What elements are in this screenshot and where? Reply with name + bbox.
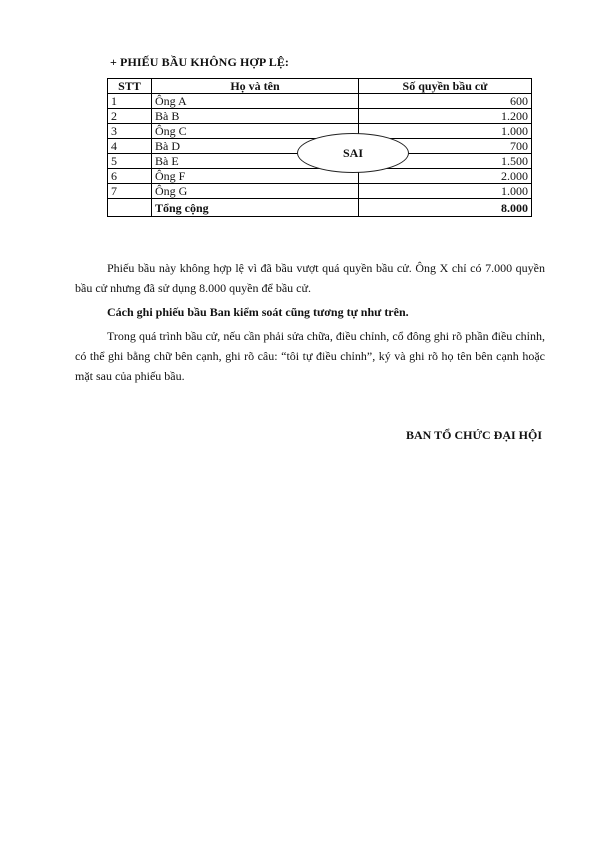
table-row xyxy=(108,94,532,109)
cell-name: Bà D xyxy=(152,139,359,154)
table-total-row xyxy=(108,199,532,217)
table-row xyxy=(108,169,532,184)
paragraph-correction-instructions: Trong quá trình bầu cử, nếu cần phải sửa chữa, điều chỉnh, cổ đông ghi rõ phần điều chỉnh, có thể ghi bằng chữ bên cạnh, ghi rõ câu: “tôi tự điều chỉnh”, ký và ghi rõ họ tên bên cạnh hoặc mặt sau của phiếu bầu. xyxy=(75,329,545,383)
cell-stt: 5 xyxy=(108,154,152,169)
total-value: 8.000 xyxy=(359,199,532,217)
table-row xyxy=(108,184,532,199)
cell-name: Bà B xyxy=(152,109,359,124)
cell-stt: 7 xyxy=(108,184,152,199)
table-row xyxy=(108,109,532,124)
cell-name: Ông A xyxy=(152,94,359,109)
cell-stt: 6 xyxy=(108,169,152,184)
cell-votes: 2.000 xyxy=(359,169,532,184)
cell-name: Ông F xyxy=(152,169,359,184)
cell-votes: 1.200 xyxy=(359,109,532,124)
header-stt: STT xyxy=(108,79,152,94)
organizer-signature: BAN TỔ CHỨC ĐẠI HỘI xyxy=(405,428,542,442)
cell-votes: 600 xyxy=(359,94,532,109)
cell-stt: 2 xyxy=(108,109,152,124)
cell-stt: 4 xyxy=(108,139,152,154)
invalid-stamp: SAI xyxy=(297,133,409,173)
paragraph-supervisory-note: Cách ghi phiếu bầu Ban kiểm soát cũng tương tự như trên. xyxy=(107,305,409,319)
cell-name: Ông C xyxy=(152,124,359,139)
cell-empty xyxy=(108,199,152,217)
header-name: Họ và tên xyxy=(152,79,359,94)
cell-name: Bà E xyxy=(152,154,359,169)
cell-name: Ông G xyxy=(152,184,359,199)
cell-stt: 3 xyxy=(108,124,152,139)
table-header-row xyxy=(108,79,532,94)
cell-stt: 1 xyxy=(108,94,152,109)
section-heading: + PHIẾU BẦU KHÔNG HỢP LỆ: xyxy=(110,55,290,69)
paragraph-invalid-reason: Phiếu bầu này không hợp lệ vì đã bầu vượt quá quyền bầu cử. Ông X chỉ có 7.000 quyền bầu cử nhưng đã sử dụng 8.000 quyền để bầu cử. xyxy=(75,261,545,295)
cell-votes: 700 xyxy=(359,139,532,154)
total-label: Tổng cộng xyxy=(152,199,359,217)
header-votes: Số quyền bầu cử xyxy=(359,79,532,94)
cell-votes: 1.500 xyxy=(359,154,532,169)
cell-votes: 1.000 xyxy=(359,124,532,139)
cell-votes: 1.000 xyxy=(359,184,532,199)
